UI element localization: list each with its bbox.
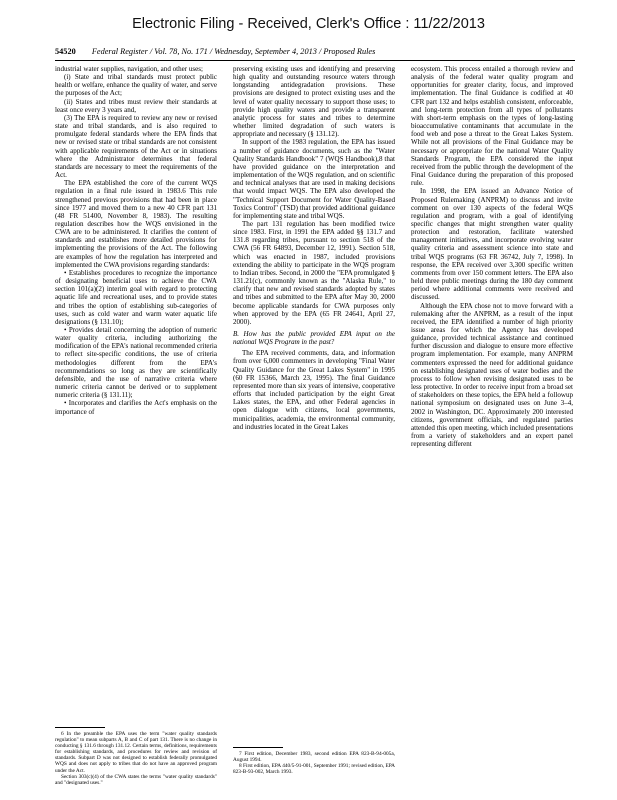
paragraph: In support of the 1983 regulation, the EPA has issued a number of guidance documents, such as the "Water Quality Standards Handbook" 7 (WQS Handbook),8 that have provided guidance on the interpretation and implementation of the WQS regulation, and on scientific and technical analyses that are used in making decisions that would impact WQS. The EPA also developed the "Technical Support Document for Water Quality-Based Toxics Control" (TSD) that provided additional guidance for implementing state and tribal WQS. (233, 138, 395, 220)
footnote: Section 303(c)(4) of the CWA states the terms "water quality standards" and "designated uses." (55, 773, 217, 786)
paragraph: • Establishes procedures to recognize the importance of designating beneficial uses to achieve the CWA section 101(a)(2) interim goal with regard to protecting aquatic life and recreational uses, and to provide states and tribes the option of establishing sub-categories of uses, such as cold water and warm water aquatic life designations (§ 131.10); (55, 268, 217, 326)
paragraph: (ii) States and tribes must review their standards at least once every 3 years and, (55, 97, 217, 114)
column-3 (411, 65, 573, 783)
page-header (55, 47, 575, 59)
footnote: 8 First edition, EPA 440/5-91-001, September 1991; revised edition, EPA 823-B-93-002, March 1993. (233, 763, 395, 776)
paragraph: The part 131 regulation has been modified twice since 1983. First, in 1991 the EPA added §§ 131.7 and 131.8 regarding tribes, pursuant to section 518 of the CWA (56 FR 64893, December 12, 1991). Section 518, which was enacted in 1987, included provisions extending the ability to participate in the WQS program to Indian tribes. Second, in 2000 the "EPA promulgated § 131.21(c), commonly known as the "Alaska Rule," to clarify that new and revised standards adopted by states and tribes and submitted to the EPA after May 30, 2000 become applicable standards for CWA purposes only when approved by the EPA (65 FR 24641, April 27, 2000). (233, 219, 395, 326)
paragraph: preserving existing uses and identifying and preserving high quality and outstanding resource waters through longstanding antidegradation provisions. These provisions are designed to protect existing uses and the level of water quality necessary to support those uses; to provide high quality waters and provide a transparent analytic process for states and tribes to determine whether limited degradation of such waters is appropriate and necessary (§ 131.12). (233, 65, 395, 139)
paragraph: The EPA established the core of the current WQS regulation in a final rule issued in 1983.6 This rule strengthened previous provisions that had been in place since 1977 and moved them to a new 40 CFR part 131 (48 FR 51400, November 8, 1983). The resulting regulation describes how the WQS envisioned in the CWA are to be administered. It clarifies the content of standards and establishes more detailed provisions for implementing the provisions of the Act. The following are examples of how the regulation has interpreted and implemented the CWA provisions regarding standards: (55, 179, 217, 269)
footnote-rule (55, 727, 105, 728)
paragraph: Although the EPA chose not to move forward with a rulemaking after the ANPRM, as a result of the input received, the EPA identified a number of high priority issue areas for which the Agency has developed guidance, provided technical assistance and continued further discussion and dialogue to ensure more effective program implementation. For example, many ANPRM commenters expressed the need for additional guidance on establishing designated uses of water bodies and the process to follow when revising designated uses to be less protective. In order to receive input from a broad set of stakeholders on these topics, the EPA held a followup national symposium on designated uses on June 3–4, 2002 in Washington, DC. Approximately 200 interested citizens, government officials, and regulated parties attended this open meeting, which included presentations from a variety of stakeholders and an expert panel representing different (411, 301, 573, 449)
publication-line: Federal Register / Vol. 78, No. 171 / Wednesday, September 4, 2013 / Proposed Rules (91, 47, 376, 56)
paragraph: (i) State and tribal standards must protect public health or welfare, enhance the quality of water, and serve the purposes of the Act; (55, 73, 217, 98)
footnote: 7 First edition, December 1983, second edition EPA 823-B-94-005a, August 1994. (233, 751, 395, 764)
page-number: 54520 (55, 47, 76, 56)
paragraph: (3) The EPA is required to review any new or revised state and tribal standards, and is also required to promulgate federal standards where the EPA finds that new or revised state or tribal standards are not consistent with applicable requirements of the Act or in situations where the Administrator determines that federal standards are necessary to meet the requirements of the Act. (55, 113, 217, 180)
footnote-rule (233, 747, 283, 748)
column-1 (55, 65, 217, 783)
header-rule (55, 60, 575, 61)
paragraph: • Incorporates and clarifies the Act's emphasis on the importance of (55, 399, 217, 416)
paragraph: In 1998, the EPA issued an Advance Notice of Proposed Rulemaking (ANPRM) to discuss and invite comment on over 130 aspects of the federal WQS regulation and program, with a goal of identifying specific changes that might strengthen water quality protection and restoration, facilitate watershed management initiatives, and incorporate evolving water quality criteria and assessment science into state and tribal WQS programs (63 FR 36742, July 7, 1998). In response, the EPA received over 3,300 specific written comments from over 150 comment letters. The EPA also held three public meetings during the 180 day comment period where additional comments were received and discussed. (411, 187, 573, 302)
footnote: 6 In the preamble the EPA uses the term "water quality standards regulation" to mean subparts A, B and C of part 131. There is no change in conducting § 131.6 through 131.12. Certain terms, definitions, requirements for establishing standards, and procedures for review and revision of standards. Subpart D was not designed to establish federally promulgated WQS and does not apply to tribes that do not have an approved program under the Act. (55, 731, 217, 774)
paragraph: The EPA received comments, data, and information from over 6,000 commenters in developing "Final Water Quality Guidance for the Great Lakes System" in 1995 (60 FR 15366, March 23, 1995). The final Guidance represented more than six years of intensive, cooperative efforts that included participation by the eight Great Lakes states, the EPA, and other Federal agencies in open dialogue with citizens, local governments, municipalities, academia, the environmental community, and industries located in the Great Lakes (233, 349, 395, 431)
filing-stamp: Electronic Filing - Received, Clerk's Office : 11/22/2013 (132, 16, 485, 32)
footnotes-middle (233, 742, 395, 775)
paragraph: ecosystem. This process entailed a thorough review and analysis of the federal water quality program and opportunities for greater clarity, focus, and improved implementation. The final Guidance is codified at 40 CFR part 132 and helps establish consistent, enforceable, and long-term protection from all types of pollutants with short-term emphasis on the types of long-lasting bioaccumulative contaminants that accumulate in the food web and pose a threat to the Great Lakes System. While not all provisions of the Final Guidance may be necessary or appropriate for the national Water Quality Standards Program, the EPA considered the input received from the public through the development of the Final Guidance during the preparation of this proposed rule. (411, 65, 573, 188)
section-heading: B. How has the public provided EPA input on the national WQS Program in the past? (233, 330, 395, 347)
footnotes-left (55, 722, 217, 786)
paragraph: • Provides detail concerning the adoption of numeric water quality criteria, including authorizing the modification of the EPA's national recommended criteria to reflect site-specific conditions, the use of criteria methodologies different from the EPA's recommendations so long as they are scientifically defensible, and the use of narrative criteria where numeric criteria cannot be derived or to supplement numeric criteria (§ 131.11); (55, 326, 217, 400)
paragraph: industrial water supplies, navigation, and other uses; (55, 65, 203, 73)
column-2 (233, 65, 395, 783)
